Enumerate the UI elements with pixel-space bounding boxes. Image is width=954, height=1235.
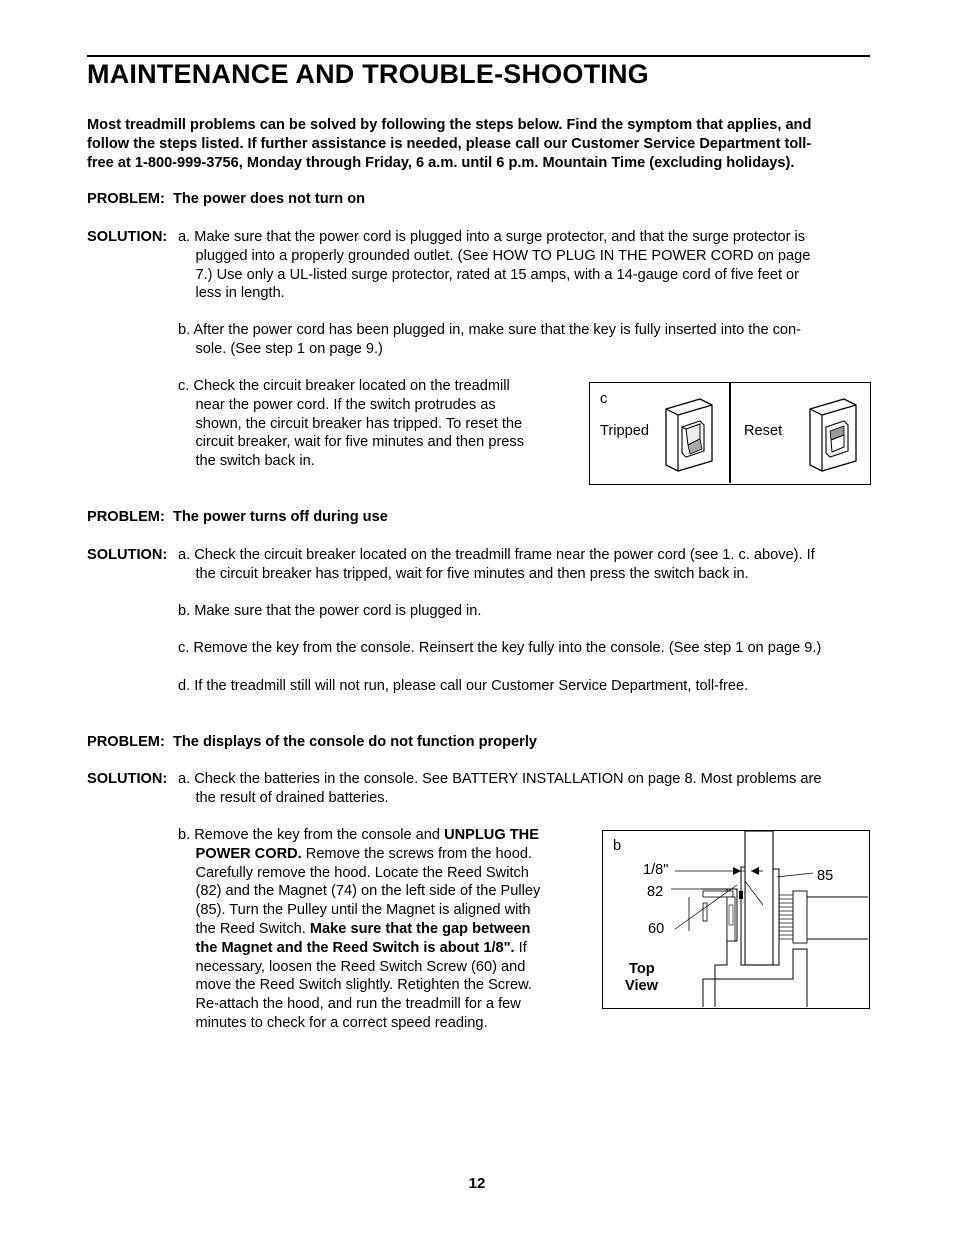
page-title: MAINTENANCE AND TROUBLE-SHOOTING [87, 59, 649, 89]
solution-2b [178, 602, 481, 621]
text-line: a. Check the batteries in the console. See BATTERY INSTALLATION on page 8. Most problems are [178, 771, 822, 787]
text-line: (85). Turn the Pulley until the Magnet is aligned with [195, 902, 531, 919]
text-line: Re-attach the hood, and run the treadmill for a few [195, 996, 521, 1013]
text-span: b. Remove the key from the console and [178, 827, 445, 843]
text-line: c. Remove the key from the console. Reinsert the key fully into the console. (See step 1 on page 9.) [178, 640, 822, 656]
text-span: Remove the screws from the hood. [301, 845, 533, 862]
header-rule [87, 55, 870, 57]
problem-3-heading [87, 733, 537, 752]
text-line: plugged into a properly grounded outlet. (See HOW TO PLUG IN THE POWER CORD on page [195, 247, 811, 264]
solution-2d [178, 677, 748, 696]
intro-line: follow the steps listed. If further assistance is needed, please call our Customer Service Department toll- [87, 136, 812, 152]
text-line: the switch back in. [195, 453, 315, 470]
solution-2a [178, 546, 815, 584]
bold-text: UNPLUG THE [444, 827, 539, 843]
text-line: move the Reed Switch slightly. Retighten the Screw. [195, 977, 532, 994]
text-line: minutes to check for a correct speed reading. [195, 1014, 488, 1031]
intro-paragraph [87, 116, 870, 173]
figure-letter: c [600, 391, 608, 407]
page-number: 12 [468, 1175, 486, 1192]
intro-line: Most treadmill problems can be solved by following the steps below. Find the symptom that applies, and [87, 117, 812, 133]
tripped-switch-icon [660, 395, 718, 473]
tripped-label: Tripped [600, 423, 649, 439]
text-line: circuit breaker, wait for five minutes and then press [195, 434, 525, 451]
text-span: If [514, 939, 527, 956]
problem-label: PROBLEM: [87, 509, 165, 525]
part-60-label: 60 [648, 921, 665, 937]
text-line: the result of drained batteries. [195, 789, 389, 806]
problem-label: PROBLEM: [87, 191, 165, 207]
text-line: a. Check the circuit breaker located on the treadmill frame near the power cord (see 1. c. above). If [178, 547, 815, 563]
circuit-breaker-figure [589, 382, 871, 485]
view-label-bottom: View [625, 978, 658, 994]
problem-1-heading [87, 190, 365, 209]
intro-line: free at 1-800-999-3756, Monday through Friday, 6 a.m. until 6 p.m. Mountain Time (excluding holidays). [87, 155, 795, 171]
bold-text: the Magnet and the Reed Switch is about 1/8". [195, 939, 515, 956]
part-85-label: 85 [817, 868, 834, 884]
solution-3b [178, 826, 540, 1033]
text-line: a. Make sure that the power cord is plugged into a surge protector, and that the surge protector is [178, 229, 806, 245]
text-line: sole. (See step 1 on page 9.) [195, 340, 383, 357]
reset-label: Reset [744, 423, 783, 439]
solution-1c [178, 377, 524, 471]
pulley-diagram-icon [603, 831, 868, 1007]
solution-2-label: SOLUTION: [87, 547, 168, 563]
solution-1a [178, 228, 810, 303]
text-line: the circuit breaker has tripped, wait for five minutes and then press the switch back in. [195, 565, 749, 582]
solution-2c [178, 639, 821, 658]
figure-divider [729, 383, 731, 483]
text-line: b. After the power cord has been plugged in, make sure that the key is fully inserted into the con- [178, 322, 802, 338]
text-line: necessary, loosen the Reed Switch Screw (60) and [195, 958, 526, 975]
view-label-top: Top [629, 961, 655, 977]
bold-text: Make sure that the gap between [309, 920, 531, 937]
solution-3a [178, 770, 822, 808]
problem-3-title: The displays of the console do not function properly [172, 734, 538, 750]
gap-label: 1/8" [643, 862, 669, 878]
text-line: d. If the treadmill still will not run, please call our Customer Service Department, toll-free. [178, 678, 749, 694]
problem-1-title: The power does not turn on [172, 191, 366, 207]
solution-3-label: SOLUTION: [87, 771, 168, 787]
reset-switch-icon [804, 395, 862, 473]
reed-switch-figure [602, 830, 870, 1009]
text-line: near the power cord. If the switch protrudes as [195, 396, 496, 413]
problem-label: PROBLEM: [87, 734, 165, 750]
problem-2-title: The power turns off during use [172, 509, 388, 525]
text-line: less in length. [195, 285, 285, 302]
text-line: 7.) Use only a UL-listed surge protector, rated at 15 amps, with a 14-gauge cord of five feet or [195, 266, 800, 283]
text-line: Carefully remove the hood. Locate the Reed Switch [195, 864, 529, 881]
bold-text: POWER CORD. [195, 845, 302, 862]
solution-1-label: SOLUTION: [87, 229, 168, 245]
text-line: shown, the circuit breaker has tripped. To reset the [195, 415, 523, 432]
text-line: (82) and the Magnet (74) on the left side of the Pulley [195, 883, 541, 900]
text-line: c. Check the circuit breaker located on the treadmill [178, 378, 510, 394]
text-line: b. Make sure that the power cord is plugged in. [178, 603, 482, 619]
figure-letter: b [613, 838, 622, 854]
problem-2-heading [87, 508, 388, 527]
part-82-label: 82 [647, 884, 664, 900]
text-span: the Reed Switch. [195, 920, 310, 937]
solution-1b [178, 321, 801, 359]
